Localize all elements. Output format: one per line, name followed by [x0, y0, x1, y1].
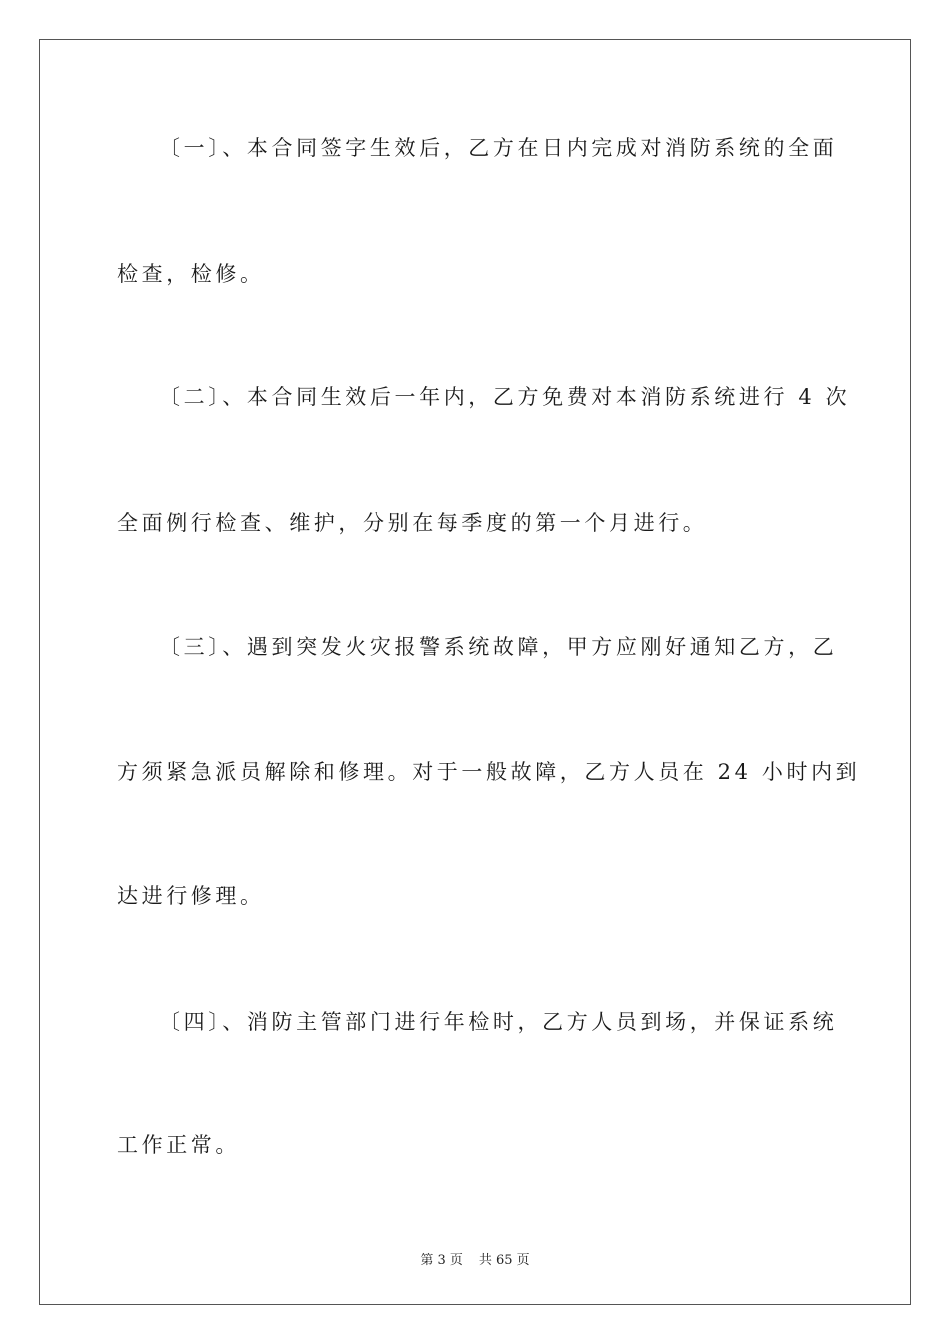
paragraph-1-line-1: 〔一〕、本合同签字生效后，乙方在日内完成对消防系统的全面 [159, 136, 838, 160]
page-number: 第 3 页 [420, 1253, 463, 1268]
paragraph-3-line-3: 达进行修理。 [117, 884, 265, 908]
paragraph-3-line-1: 〔三〕、遇到突发火灾报警系统故障，甲方应刚好通知乙方，乙 [159, 635, 838, 659]
paragraph-1-line-2: 检查，检修。 [117, 262, 265, 286]
paragraph-2-line-2: 全面例行检查、维护，分别在每季度的第一个月进行。 [117, 511, 708, 535]
page-total: 共 65 页 [478, 1253, 530, 1268]
paragraph-3-line-2: 方须紧急派员解除和修理。对于一般故障，乙方人员在 24 小时内到 [117, 760, 861, 784]
page-border [39, 39, 911, 1305]
page-footer [0, 1249, 950, 1268]
paragraph-2-line-1: 〔二〕、本合同生效后一年内，乙方免费对本消防系统进行 4 次 [159, 385, 851, 409]
paragraph-4-line-2: 工作正常。 [117, 1133, 240, 1157]
paragraph-4-line-1: 〔四〕、消防主管部门进行年检时，乙方人员到场，并保证系统 [159, 1010, 838, 1034]
